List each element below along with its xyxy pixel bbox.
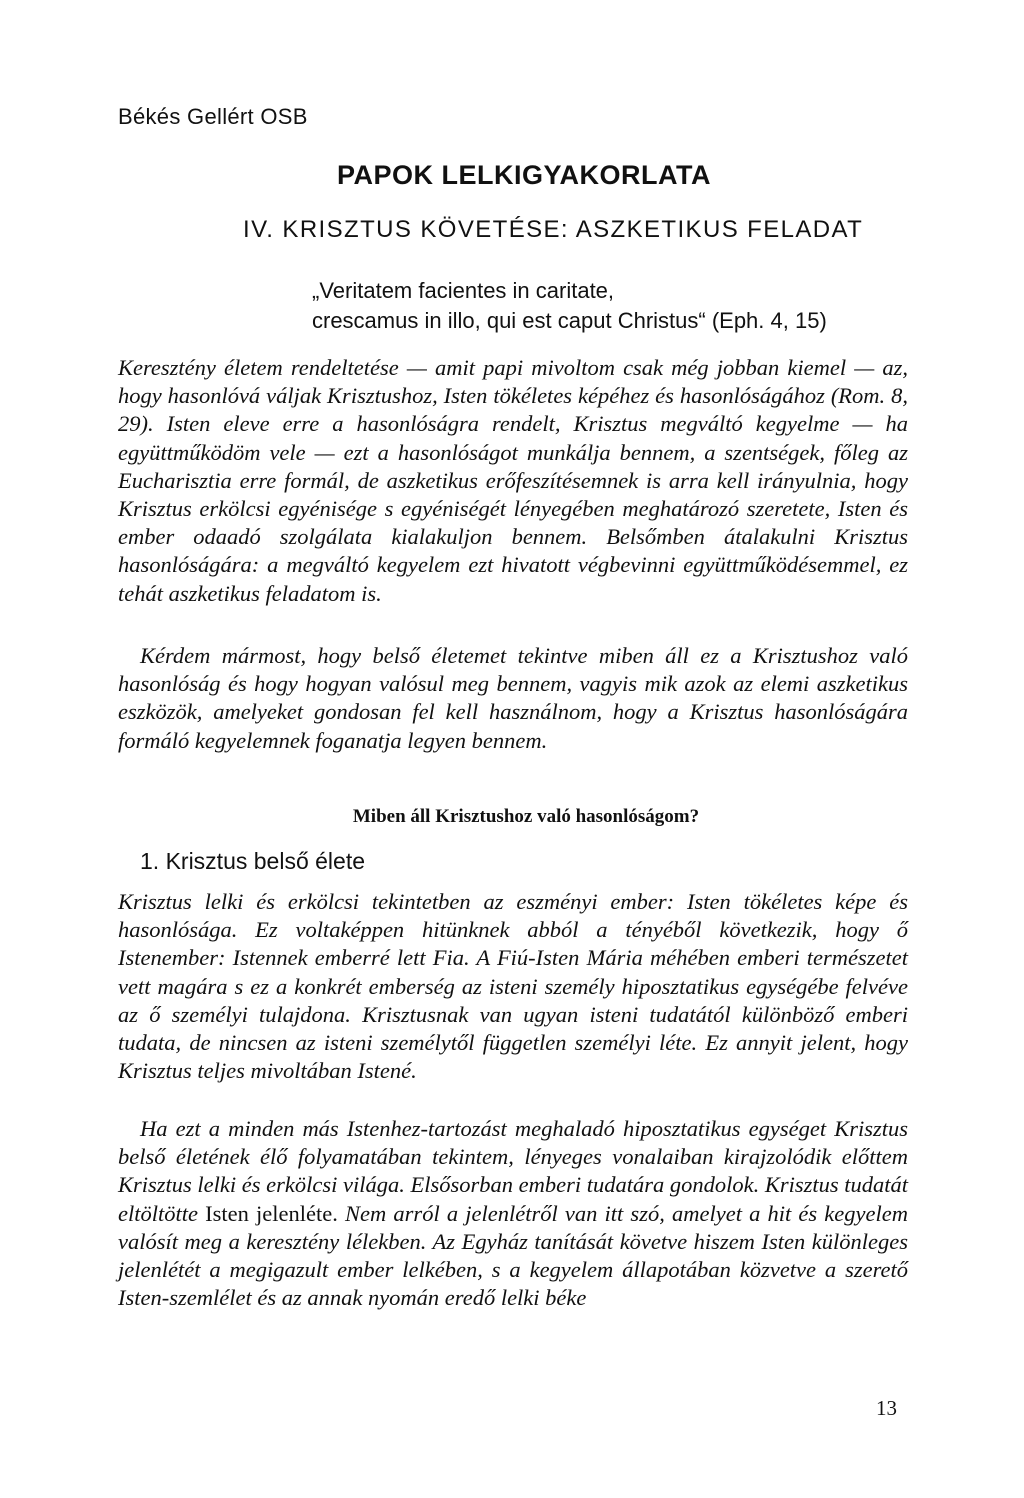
paragraph-4 [118, 1115, 908, 1312]
paragraph-4-upright: Isten jelenléte. [205, 1200, 338, 1226]
paragraph-3: Krisztus lelki és erkölcsi tekintetben az eszményi ember: Isten tökéletes képe és hasonlósága. Ez voltaképpen hitünknek abból a tényéből következik, hogy ő Istenember: Istennek emberré lett Fia. A Fiú-Isten Mária méhében emberi természetet vett magára s ez a konkrét emberség az isteni személy hiposztatikus egységébe felvéve az ő személyi tulajdona. Krisztusnak van ugyan isteni tudatától különböző emberi tudata, de nincsen az isteni személytől független személyi léte. Ez annyit jelent, hogy Krisztus teljes mivoltában Istené. [118, 889, 908, 1084]
epigraph-line-1: „Veritatem facientes in caritate, [312, 278, 615, 303]
section-heading: Miben áll Krisztushoz való hasonlóságom? [352, 806, 700, 827]
paragraph-4-part-2: Nem arról a jelenlétről van itt szó, amelyet a hit és kegyelem valósít meg a keresztény lélekben. Az Egyház tanítását követve hiszem Isten különleges jelenlétét a megigazult ember lelkében, s a kegyelem állapotában közvetve a szerető Isten-szemlélet és az annak nyomán eredő lelki béke [118, 1200, 908, 1311]
intro-paragraph [118, 354, 908, 608]
epigraph [312, 276, 827, 336]
section-paragraph-1 [118, 888, 908, 1085]
chapter-title: IV. KRISZTUS KÖVETÉSE: ASZKETIKUS FELADAT [243, 216, 864, 243]
epigraph-line-2: crescamus in illo, qui est caput Christus“ (Eph. 4, 15) [312, 308, 827, 333]
author-name: Békés Gellért OSB [118, 104, 308, 129]
question-paragraph [118, 642, 908, 755]
subsection-heading: 1. Krisztus belső élete [140, 848, 366, 874]
series-title: PAPOK LELKIGYAKORLATA [336, 160, 711, 190]
paragraph-2: Kérdem mármost, hogy belső életemet tekintve miben áll ez a Krisztushoz való hasonlóság és hogy hogyan valósul meg bennem, vagyis mik azok az elemi aszketikus eszközök, amelyeket gondosan fel kell használnom, hogy a Krisztus hasonlóságára formáló kegyelemnek foganatja legyen bennem. [118, 643, 908, 753]
paragraph-1: Keresztény életem rendeltetése — amit papi mivoltom csak még jobban kiemel — az, hogy hasonlóvá váljak Krisztushoz, Isten tökéletes képéhez és hasonlóságához (Rom. 8, 29). Isten eleve erre a hasonlóságra rendelt, Krisztus megváltó kegyelme — ha együttműködöm vele — ezt a hasonlóságot munkálja bennem, a szentségek, főleg az Eucharisztia erre formál, de aszketikus erőfeszítésemnek is arra kell irányulnia, hogy Krisztus erkölcsi egyénisége s egyéniségét lényegében meghatározó szeretete, Isten és ember odaadó szolgálata kialakuljon bennem. Belsőmben átalakulni Krisztus hasonlóságára: a megváltó kegyelem ezt hivatott végbevinni együttműködésemmel, ez tehát aszketikus feladatom is. [118, 355, 908, 606]
section-paragraph-2 [118, 1115, 908, 1312]
paragraph-4-part-1: Ha ezt a minden más Istenhez-tartozást meghaladó hiposztatikus egységet Krisztus belső életének élő folyamatában tekintem, lényeges vonalaiban kirajzolódik előttem Krisztus lelki és erkölcsi világa. Elsősorban emberi tudatára gondolok. Krisztus tudatát eltöltötte [118, 1116, 908, 1226]
page-number: 13 [876, 1396, 897, 1420]
